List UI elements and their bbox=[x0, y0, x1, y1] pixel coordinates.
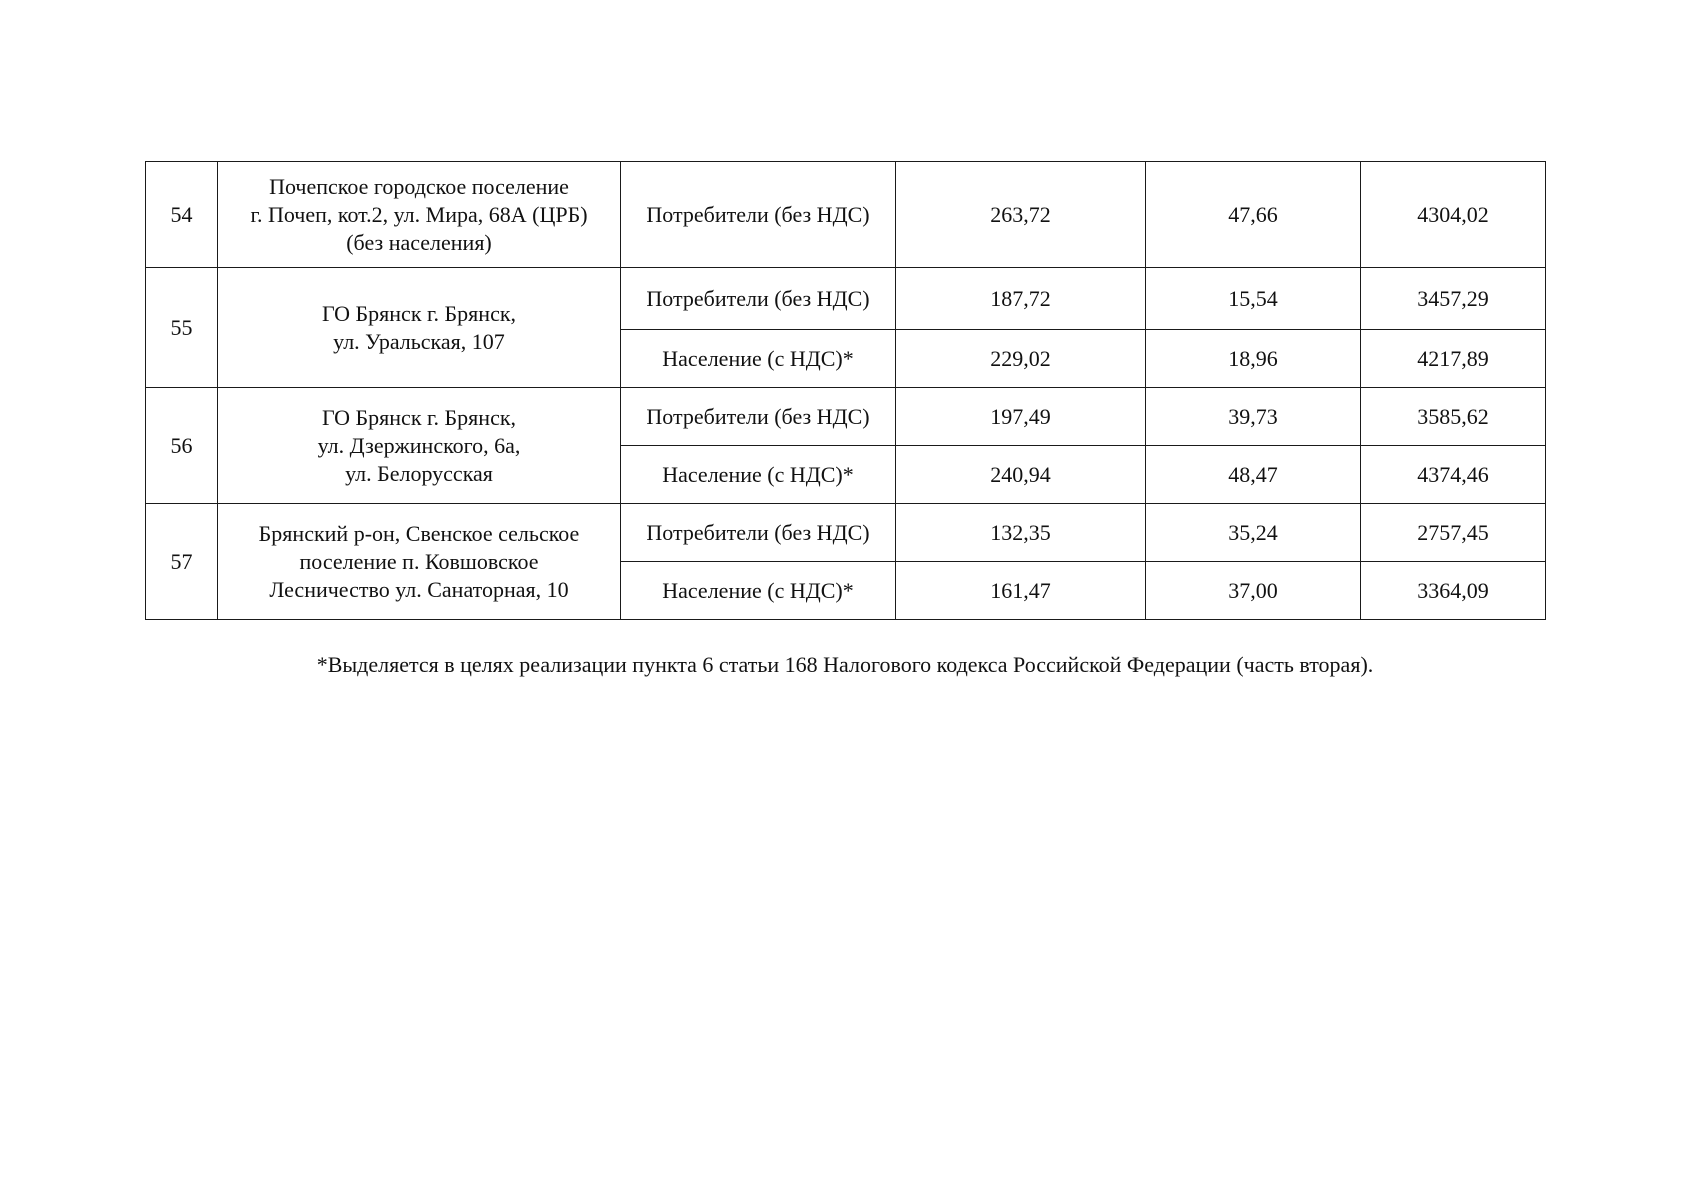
tariff-value-1: 229,02 bbox=[896, 330, 1146, 388]
tariff-value-1: 263,72 bbox=[896, 162, 1146, 268]
address-line: Почепское городское поселение bbox=[269, 173, 569, 199]
address-line: поселение п. Ковшовское bbox=[299, 548, 539, 574]
consumer-category: Потребители (без НДС) bbox=[621, 504, 896, 562]
tariff-table bbox=[145, 161, 1546, 620]
table-row bbox=[146, 388, 1546, 446]
tariff-value-2: 47,66 bbox=[1146, 162, 1361, 268]
address-cell bbox=[218, 388, 621, 504]
tariff-value-3: 2757,45 bbox=[1361, 504, 1546, 562]
table-row bbox=[146, 504, 1546, 562]
address-line: ул. Белорусская bbox=[345, 460, 493, 486]
tariff-value-3: 3364,09 bbox=[1361, 562, 1546, 620]
consumer-category: Население (с НДС)* bbox=[621, 562, 896, 620]
address-line: ГО Брянск г. Брянск, bbox=[321, 404, 517, 430]
row-number: 57 bbox=[146, 504, 218, 620]
footnote: *Выделяется в целях реализации пункта 6 статьи 168 Налогового кодекса Российской Федерации (часть вторая). bbox=[316, 652, 1374, 677]
address-line: г. Почеп, кот.2, ул. Мира, 68А (ЦРБ) bbox=[250, 201, 588, 227]
tariff-value-1: 132,35 bbox=[896, 504, 1146, 562]
row-number: 55 bbox=[146, 268, 218, 388]
tariff-value-1: 240,94 bbox=[896, 446, 1146, 504]
address-cell bbox=[218, 504, 621, 620]
tariff-value-3: 4304,02 bbox=[1361, 162, 1546, 268]
tariff-value-1: 197,49 bbox=[896, 388, 1146, 446]
address-line: Брянский р-он, Свенское сельское bbox=[258, 520, 580, 546]
tariff-value-1: 187,72 bbox=[896, 268, 1146, 330]
tariff-value-1: 161,47 bbox=[896, 562, 1146, 620]
tariff-value-2: 15,54 bbox=[1146, 268, 1361, 330]
address-line: (без населения) bbox=[346, 229, 492, 255]
tariff-value-2: 48,47 bbox=[1146, 446, 1361, 504]
tariff-value-2: 18,96 bbox=[1146, 330, 1361, 388]
address-cell bbox=[218, 162, 621, 268]
row-number: 56 bbox=[146, 388, 218, 504]
consumer-category: Потребители (без НДС) bbox=[621, 162, 896, 268]
address-line: Лесничество ул. Санаторная, 10 bbox=[269, 576, 569, 602]
tariff-value-2: 37,00 bbox=[1146, 562, 1361, 620]
consumer-category: Население (с НДС)* bbox=[621, 330, 896, 388]
address-cell bbox=[218, 268, 621, 388]
address-line: ул. Дзержинского, 6а, bbox=[317, 432, 521, 458]
tariff-value-2: 39,73 bbox=[1146, 388, 1361, 446]
tariff-value-3: 4217,89 bbox=[1361, 330, 1546, 388]
table-row bbox=[146, 268, 1546, 330]
table-row bbox=[146, 162, 1546, 268]
row-number: 54 bbox=[146, 162, 218, 268]
consumer-category: Потребители (без НДС) bbox=[621, 388, 896, 446]
tariff-value-3: 3457,29 bbox=[1361, 268, 1546, 330]
tariff-value-3: 4374,46 bbox=[1361, 446, 1546, 504]
tariff-value-3: 3585,62 bbox=[1361, 388, 1546, 446]
consumer-category: Потребители (без НДС) bbox=[621, 268, 896, 330]
address-line: ул. Уральская, 107 bbox=[333, 328, 505, 354]
tariff-value-2: 35,24 bbox=[1146, 504, 1361, 562]
consumer-category: Население (с НДС)* bbox=[621, 446, 896, 504]
address-line: ГО Брянск г. Брянск, bbox=[321, 300, 517, 326]
